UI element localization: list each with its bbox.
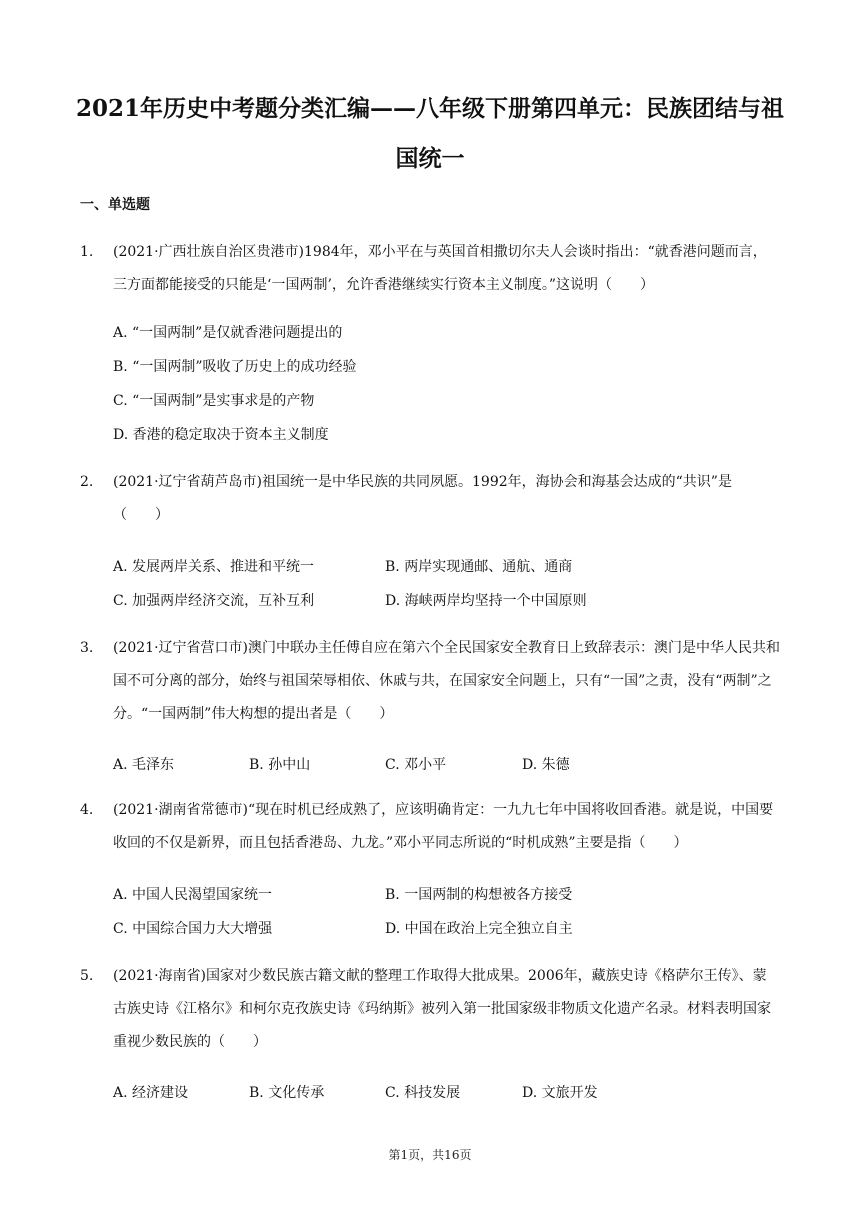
page-footer: 第1页，共16页 (388, 1148, 472, 1162)
option-c[interactable]: C. 科技发展 (385, 1085, 461, 1101)
question-number: 4. (80, 802, 94, 818)
option-a[interactable]: A. 经济建设 (113, 1085, 189, 1101)
option-d[interactable]: D. 文旅开发 (522, 1085, 598, 1101)
question-number: 5. (80, 968, 94, 984)
option-b[interactable]: B. 文化传承 (249, 1085, 325, 1101)
question-stem: (2021·广西壮族自治区贵港市)1984年，邓小平在与英国首相撒切尔夫人会谈时指出：“就香港问题而言，三方面都能接受的只能是‘一国两制’，允许香港继续实行资本主义制度。”这说明（ ） (113, 244, 767, 293)
option-c[interactable]: C. “一国两制”是实事求是的产物 (113, 393, 315, 409)
option-d[interactable]: D. 中国在政治上完全独立自主 (385, 921, 573, 937)
title-line-2: 国统一 (395, 145, 465, 172)
question-stem: (2021·海南省)国家对少数民族古籍文献的整理工作取得大批成果。2006年，藏族史诗《格萨尔王传》、蒙古族史诗《江格尔》和柯尔克孜族史诗《玛纳斯》被列入第一批国家级非物质文化遗产名录。材料表明国家重视少数民族的（ ） (113, 968, 771, 1050)
question-stem: (2021·辽宁省营口市)澳门中联办主任傅自应在第六个全民国家安全教育日上致辞表示：澳门是中华人民共和国不可分离的部分，始终与祖国荣辱相依、休戚与共，在国家安全问题上，只有“一国”之责，没有“两制”之分。“一国两制”伟大构想的提出者是（ ） (113, 640, 781, 722)
question-stem: (2021·辽宁省葫芦岛市)祖国统一是中华民族的共同夙愿。1992年，海协会和海基会达成的“共识”是（ ） (113, 474, 732, 523)
option-b[interactable]: B. 一国两制的构想被各方接受 (385, 887, 573, 903)
question-number: 1. (80, 244, 94, 260)
question-2 (80, 466, 780, 532)
option-d[interactable]: D. 朱德 (522, 757, 570, 773)
question-number: 3. (80, 640, 94, 656)
option-a[interactable]: A. “一国两制”是仅就香港问题提出的 (113, 325, 343, 341)
option-c[interactable]: C. 邓小平 (385, 757, 447, 773)
question-stem: (2021·湖南省常德市)“现在时机已经成熟了，应该明确肯定：一九九七年中国将收回香港。就是说，中国要收回的不仅是新界，而且包括香港岛、九龙。”邓小平同志所说的“时机成熟”主要是指（ ） (113, 802, 774, 851)
title-line-1: 2021年历史中考题分类汇编——八年级下册第四单元：民族团结与祖 (75, 95, 784, 122)
section-heading: 一、单选题 (80, 197, 150, 213)
question-5 (80, 960, 780, 1059)
option-b[interactable]: B. 两岸实现通邮、通航、通商 (385, 559, 573, 575)
question-1 (80, 236, 780, 302)
document-title (70, 84, 790, 184)
option-a[interactable]: A. 中国人民渴望国家统一 (113, 887, 273, 903)
question-4 (80, 794, 780, 860)
question-3 (80, 632, 780, 731)
option-a[interactable]: A. 毛泽东 (113, 757, 175, 773)
option-b[interactable]: B. “一国两制”吸收了历史上的成功经验 (113, 359, 357, 375)
option-a[interactable]: A. 发展两岸关系、推进和平统一 (113, 559, 315, 575)
option-b[interactable]: B. 孙中山 (249, 757, 311, 773)
option-d[interactable]: D. 海峡两岸均坚持一个中国原则 (385, 593, 587, 609)
option-d[interactable]: D. 香港的稳定取决于资本主义制度 (113, 427, 329, 443)
question-number: 2. (80, 474, 94, 490)
option-c[interactable]: C. 中国综合国力大大增强 (113, 921, 273, 937)
option-c[interactable]: C. 加强两岸经济交流，互补互利 (113, 593, 315, 609)
